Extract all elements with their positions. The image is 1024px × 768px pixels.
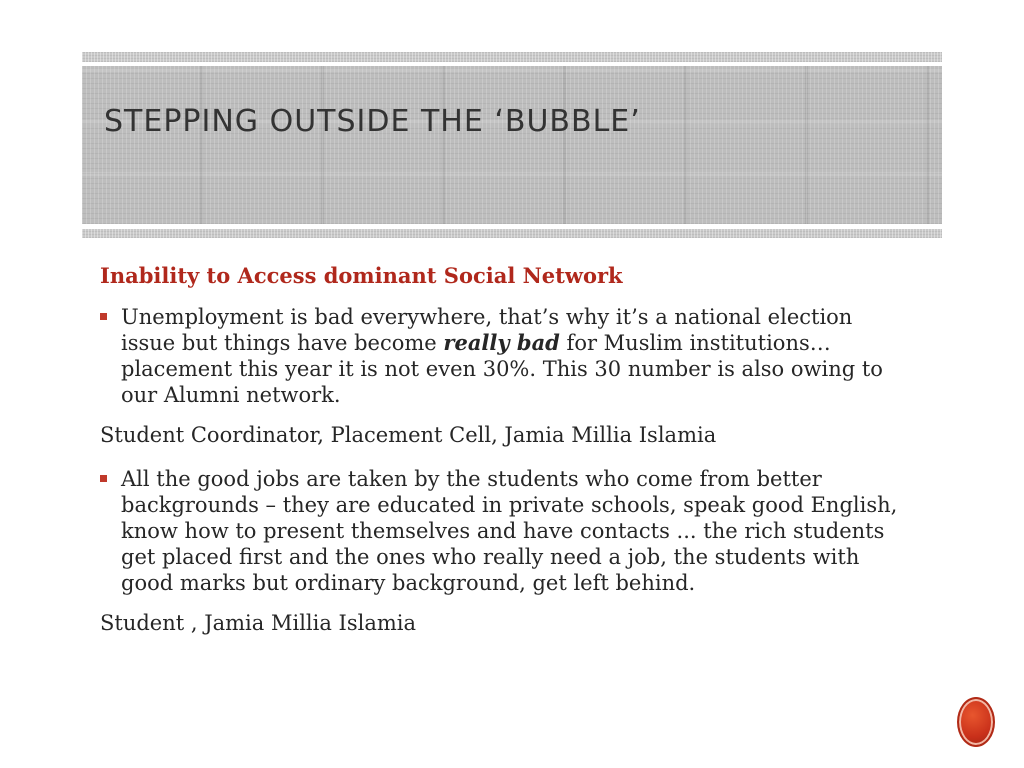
square-bullet-icon xyxy=(100,313,107,320)
quote-1-part-2: for Muslim institutions… placement this year it is not even 30%. This 30 number is also owing to our Alumni network. xyxy=(121,331,883,407)
quote-2-text: All the good jobs are taken by the students who come from better backgrounds – they are educated in private schools, speak good English, know how to present themselves and have contacts ... the rich students get placed first and the ones who really need a job, the students with good marks but ordinary background, get left behind. xyxy=(121,467,898,595)
slide-title: STEPPING OUTSIDE THE ‘BUBBLE’ xyxy=(104,104,641,139)
quote-bullet-1 xyxy=(100,304,911,408)
title-banner xyxy=(82,66,942,224)
attribution-2: Student , Jamia Millia Islamia xyxy=(100,611,416,635)
attribution-1: Student Coordinator, Placement Cell, Jamia Millia Islamia xyxy=(100,423,717,447)
square-bullet-icon xyxy=(100,475,107,482)
quote-1-part-1: Unemployment is bad everywhere, that’s why it’s a national election issue but things have become xyxy=(121,305,853,355)
subheading: Inability to Access dominant Social Network xyxy=(100,263,623,288)
quote-1-emphasis: really bad xyxy=(443,330,560,355)
circle-nav-button[interactable] xyxy=(957,697,995,747)
banner-stripe-top xyxy=(82,52,942,62)
quote-bullet-2 xyxy=(100,466,911,596)
banner-stripe-bottom xyxy=(82,229,942,238)
slide-content xyxy=(100,262,920,654)
